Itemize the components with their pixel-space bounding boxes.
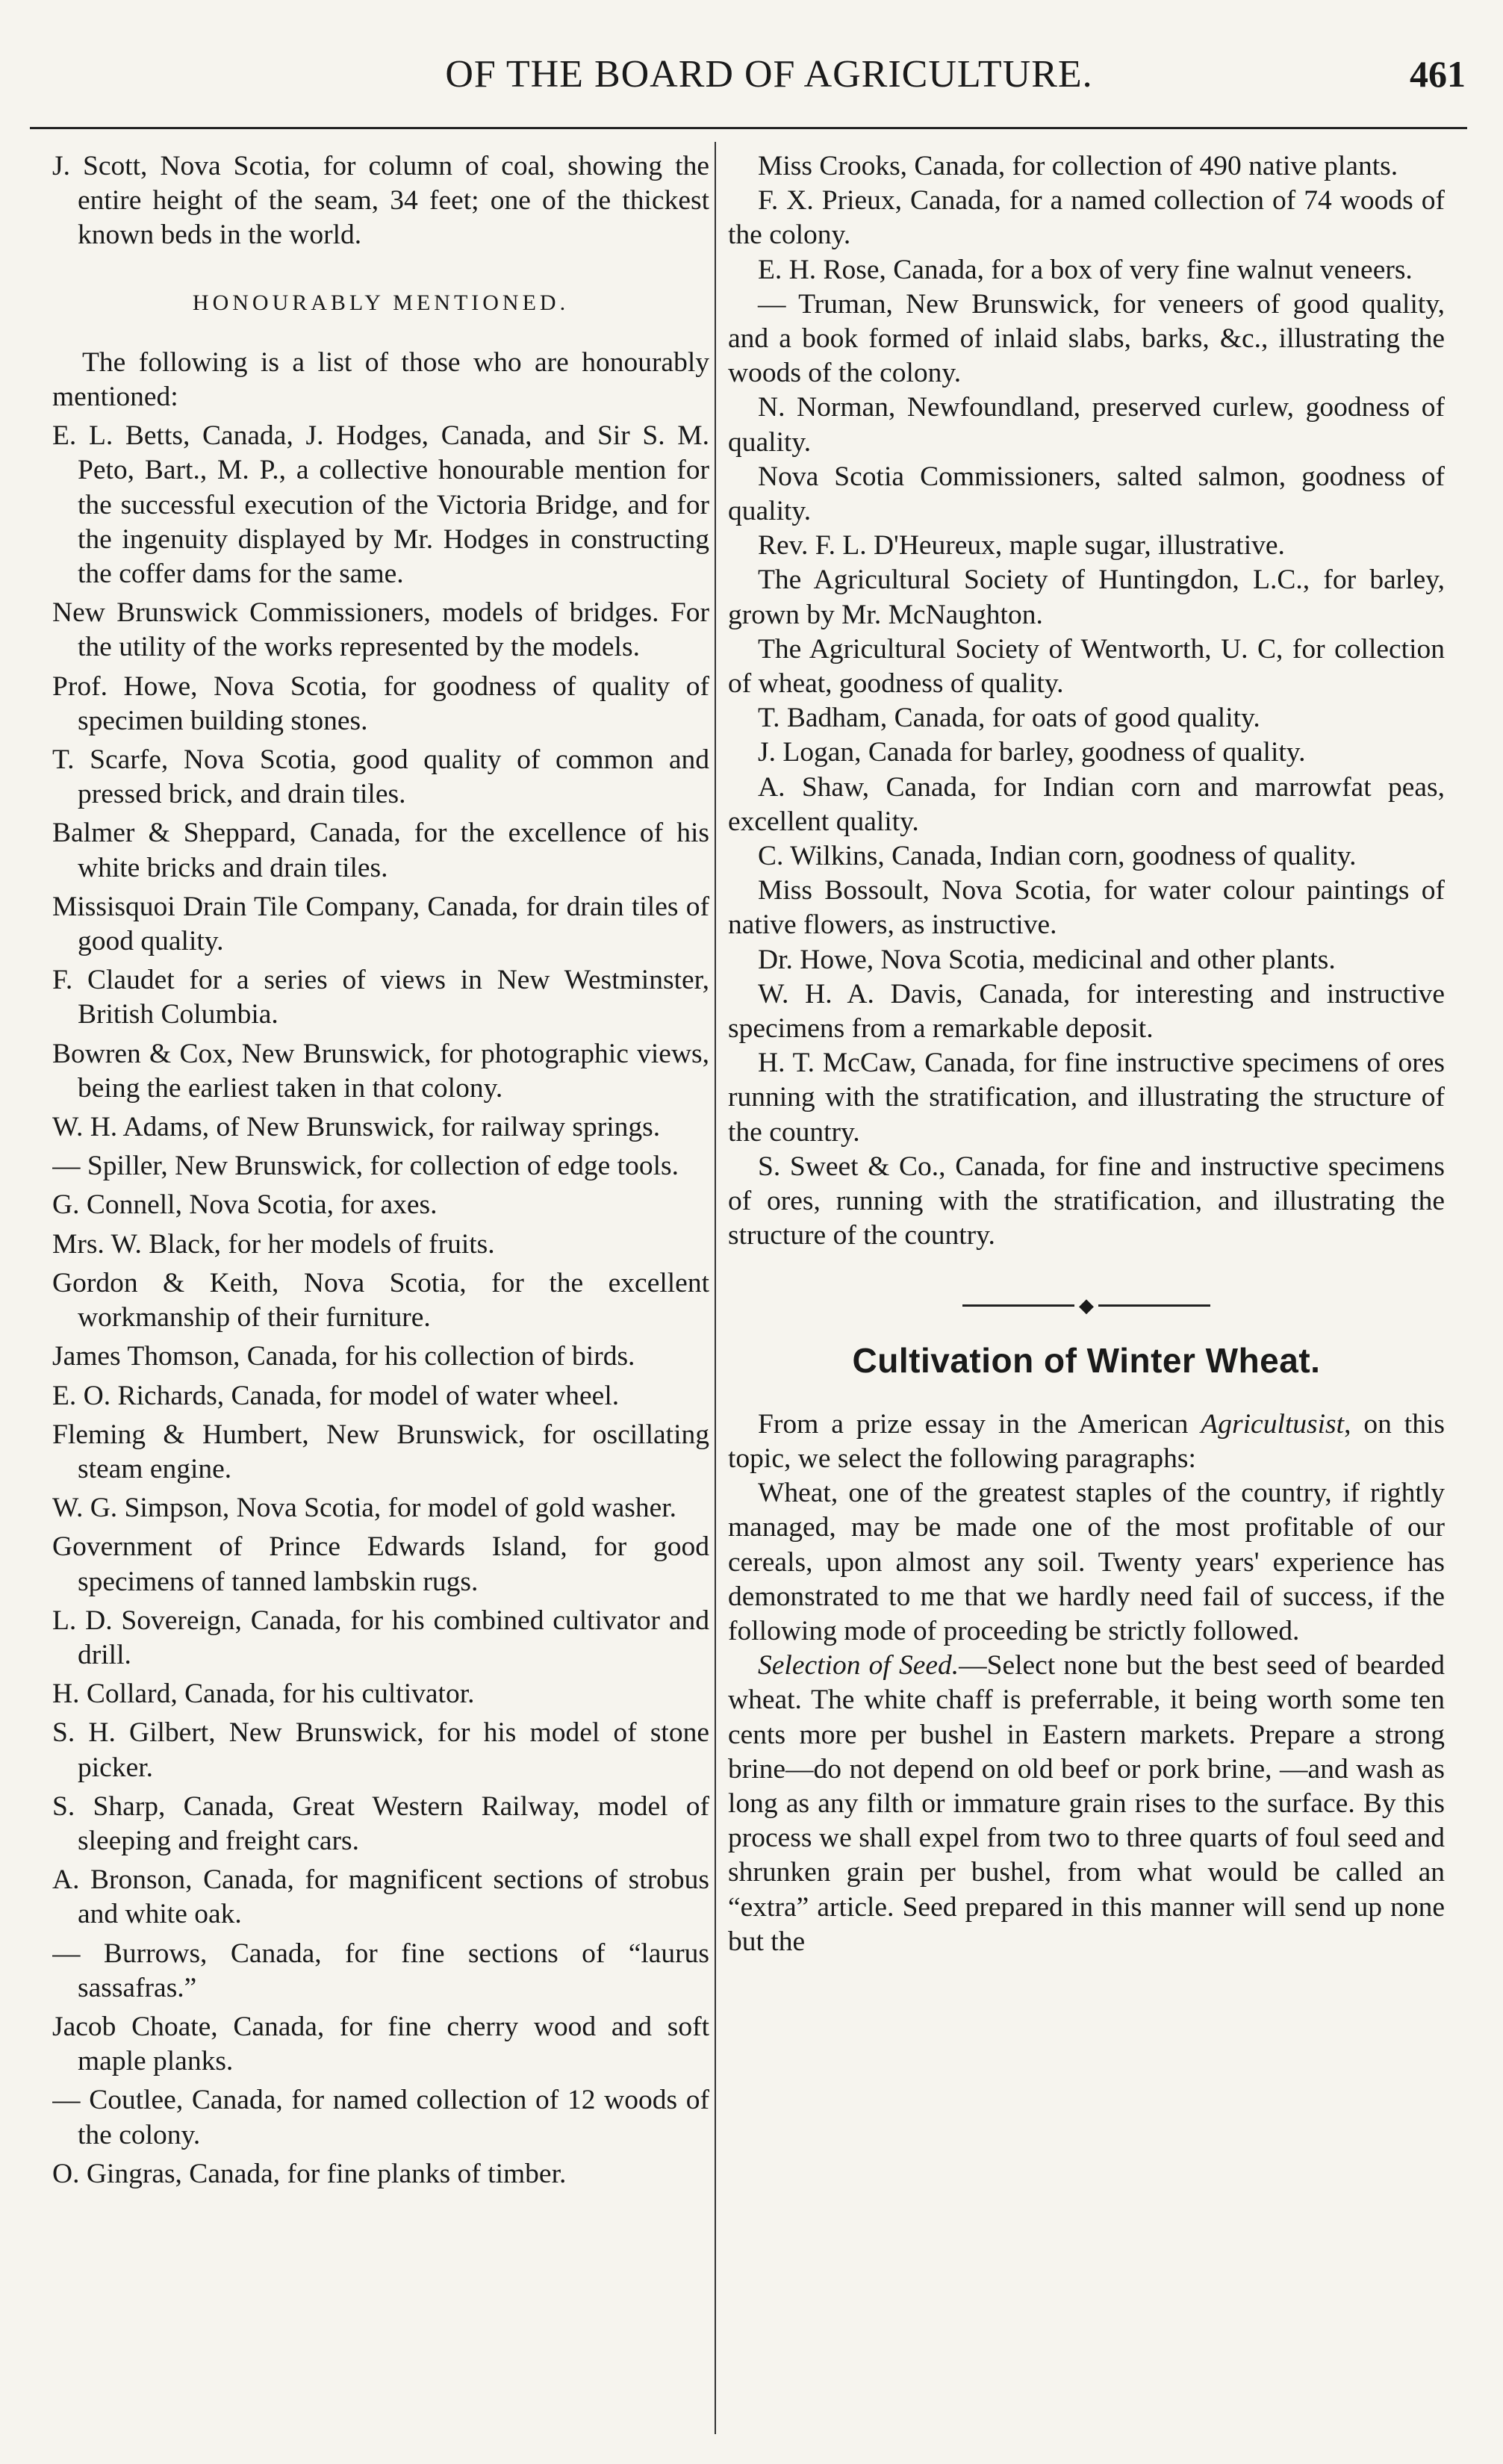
list-entry: Prof. Howe, Nova Scotia, for goodness of quality of specimen building stones. — [52, 671, 709, 736]
ornament-rule-right — [1098, 1304, 1210, 1307]
list-entry: A. Bronson, Canada, for magnificent sections of strobus and white oak. — [52, 1864, 709, 1930]
list-entry: Gordon & Keith, Nova Scotia, for the excellent workmanship of their furniture. — [52, 1267, 709, 1334]
list-entry: The Agricultural Society of Wentworth, U. C, for collection of wheat, goodness of quality. — [728, 633, 1445, 700]
paragraph-body: —Select none but the best seed of bearded wheat. The white chaff is preferrable, it being worth some ten cents more per bushel in Eastern markets. Prepare a strong brine—do not depend on old beef or pork brine, —and wash as long as any filth or immature grain rises to the surface. By this process we shall expel from two to three quarts of foul seed and shrunken grain per bushel, from what would be called an “extra” article. Seed prepared in this manner will send up none but the — [728, 1650, 1445, 1957]
ornament-diamond: ◆ — [1079, 1294, 1094, 1316]
list-lead: The following is a list of those who are honourably mentioned: — [52, 346, 709, 413]
list-entry: Nova Scotia Commissioners, salted salmon, goodness of quality. — [728, 461, 1445, 527]
list-entry: Missisquoi Drain Tile Company, Canada, for drain tiles of good quality. — [52, 891, 709, 957]
list-entry: L. D. Sovereign, Canada, for his combined cultivator and drill. — [52, 1605, 709, 1670]
running-title: OF THE BOARD OF AGRICULTURE. — [445, 53, 1093, 96]
ornament-rule-left — [962, 1304, 1074, 1307]
publication-name: Agricultusist — [1201, 1408, 1345, 1440]
paragraph-heading: Selection of Seed. — [758, 1650, 959, 1681]
list-entry: F. Claudet for a series of views in New Westminster, British Columbia. — [52, 965, 709, 1030]
header-rule — [30, 127, 1467, 129]
list-entry: T. Scarfe, Nova Scotia, good quality of common and pressed brick, and drain tiles. — [52, 744, 709, 810]
list-entry: Mrs. W. Black, for her models of fruits. — [52, 1228, 495, 1260]
list-entry: A. Shaw, Canada, for Indian corn and marrowfat peas, excellent quality. — [728, 771, 1445, 837]
honourable-mention-list — [52, 419, 709, 2191]
list-entry: Jacob Choate, Canada, for fine cherry wood and soft maple planks. — [52, 2011, 709, 2077]
list-entry: S. Sweet & Co., Canada, for fine and instructive specimens of ores, running with the stratification, and illustrating the structure of the country. — [728, 1151, 1445, 1251]
honourable-mention-list-continued — [728, 149, 1445, 1254]
list-entry: G. Connell, Nova Scotia, for axes. — [52, 1189, 438, 1221]
article-title: Cultivation of Winter Wheat. — [852, 1340, 1321, 1380]
intro-text-start: From a prize essay in the American — [758, 1408, 1201, 1440]
list-entry: S. Sharp, Canada, Great Western Railway, model of sleeping and freight cars. — [52, 1791, 709, 1856]
list-entry: Miss Bossoult, Nova Scotia, for water colour paintings of native flowers, as instructive. — [728, 875, 1445, 941]
list-entry: E. O. Richards, Canada, for model of water wheel. — [52, 1380, 620, 1411]
list-entry: H. T. McCaw, Canada, for fine instructive specimens of ores running with the stratification, and illustrating the structure of the country. — [728, 1048, 1445, 1148]
list-entry: J. Logan, Canada for barley, goodness of quality. — [758, 737, 1306, 768]
column-divider — [715, 142, 716, 2434]
list-entry: New Brunswick Commissioners, models of bridges. For the utility of the works represented by the models. — [52, 597, 709, 663]
section-ornament — [728, 1294, 1445, 1316]
list-entry: W. G. Simpson, Nova Scotia, for model of gold washer. — [52, 1493, 677, 1524]
list-entry: — Burrows, Canada, for fine sections of “laurus sassafras.” — [52, 1938, 709, 2003]
list-entry: — Truman, New Brunswick, for veneers of good quality, and a book formed of inlaid slabs, barks, &c., illustrating the woods of the colony. — [728, 288, 1445, 389]
list-entry: F. X. Prieux, Canada, for a named collection of 74 woods of the colony. — [728, 185, 1445, 251]
intro-text-end: , on this topic, we select the following paragraphs: — [728, 1408, 1445, 1474]
list-entry: S. H. Gilbert, New Brunswick, for his model of stone picker. — [52, 1717, 709, 1783]
right-column — [728, 149, 1445, 2434]
article-paragraph: Wheat, one of the greatest staples of the country, if rightly managed, may be made one of the most profitable of our cereals, upon almost any soil. Twenty years' experience has demonstrated to me that we hardly need fail of success, if the following mode of proceeding be strictly followed. — [728, 1478, 1445, 1646]
list-entry: — Coutlee, Canada, for named collection of 12 woods of the colony. — [52, 2085, 709, 2150]
list-entry: W. H. A. Davis, Canada, for interesting and instructive specimens from a remarkable deposit. — [728, 978, 1445, 1045]
list-entry: — Spiller, New Brunswick, for collection of edge tools. — [52, 1151, 679, 1182]
left-column — [52, 149, 709, 2434]
list-entry: Dr. Howe, Nova Scotia, medicinal and other plants. — [758, 944, 1336, 975]
list-entry: Miss Crooks, Canada, for collection of 490 native plants. — [758, 151, 1398, 181]
section-subheading: HONOURABLY MENTIONED. — [192, 290, 570, 315]
running-head — [0, 52, 1503, 112]
list-entry: James Thomson, Canada, for his collection of birds. — [52, 1341, 635, 1372]
list-entry: Government of Prince Edwards Island, for good specimens of tanned lambskin rugs. — [52, 1531, 709, 1597]
list-entry: E. H. Rose, Canada, for a box of very fine walnut veneers. — [758, 254, 1413, 285]
list-entry: W. H. Adams, of New Brunswick, for railway springs. — [52, 1112, 661, 1143]
list-entry: T. Badham, Canada, for oats of good quality. — [758, 703, 1260, 734]
list-entry: E. L. Betts, Canada, J. Hodges, Canada, and Sir S. M. Peto, Bart., M. P., a collective honourable mention for the successful execution of the Victoria Bridge, and for the ingenuity displayed by Mr. Hodges in constructing the coffer dams for the same. — [52, 420, 709, 590]
list-entry: Balmer & Sheppard, Canada, for the excellence of his white bricks and drain tiles. — [52, 818, 709, 883]
intro-entry: J. Scott, Nova Scotia, for column of coal, showing the entire height of the seam, 34 feet; one of the thickest known beds in the world. — [52, 151, 709, 251]
list-entry: N. Norman, Newfoundland, preserved curlew, goodness of quality. — [728, 392, 1445, 458]
list-entry: Fleming & Humbert, New Brunswick, for oscillating steam engine. — [52, 1419, 709, 1484]
article-paragraph-seed — [728, 1649, 1445, 1959]
list-entry: O. Gingras, Canada, for fine planks of timber. — [52, 2158, 567, 2189]
article-intro — [728, 1407, 1445, 1476]
list-entry: Bowren & Cox, New Brunswick, for photographic views, being the earliest taken in that colony. — [52, 1038, 709, 1104]
page-number: 461 — [1410, 53, 1466, 95]
list-entry: Rev. F. L. D'Heureux, maple sugar, illustrative. — [758, 530, 1285, 561]
list-entry: C. Wilkins, Canada, Indian corn, goodness of quality. — [758, 841, 1357, 872]
list-entry: The Agricultural Society of Huntingdon, L.C., for barley, grown by Mr. McNaughton. — [728, 564, 1445, 630]
list-entry: H. Collard, Canada, for his cultivator. — [52, 1679, 475, 1710]
